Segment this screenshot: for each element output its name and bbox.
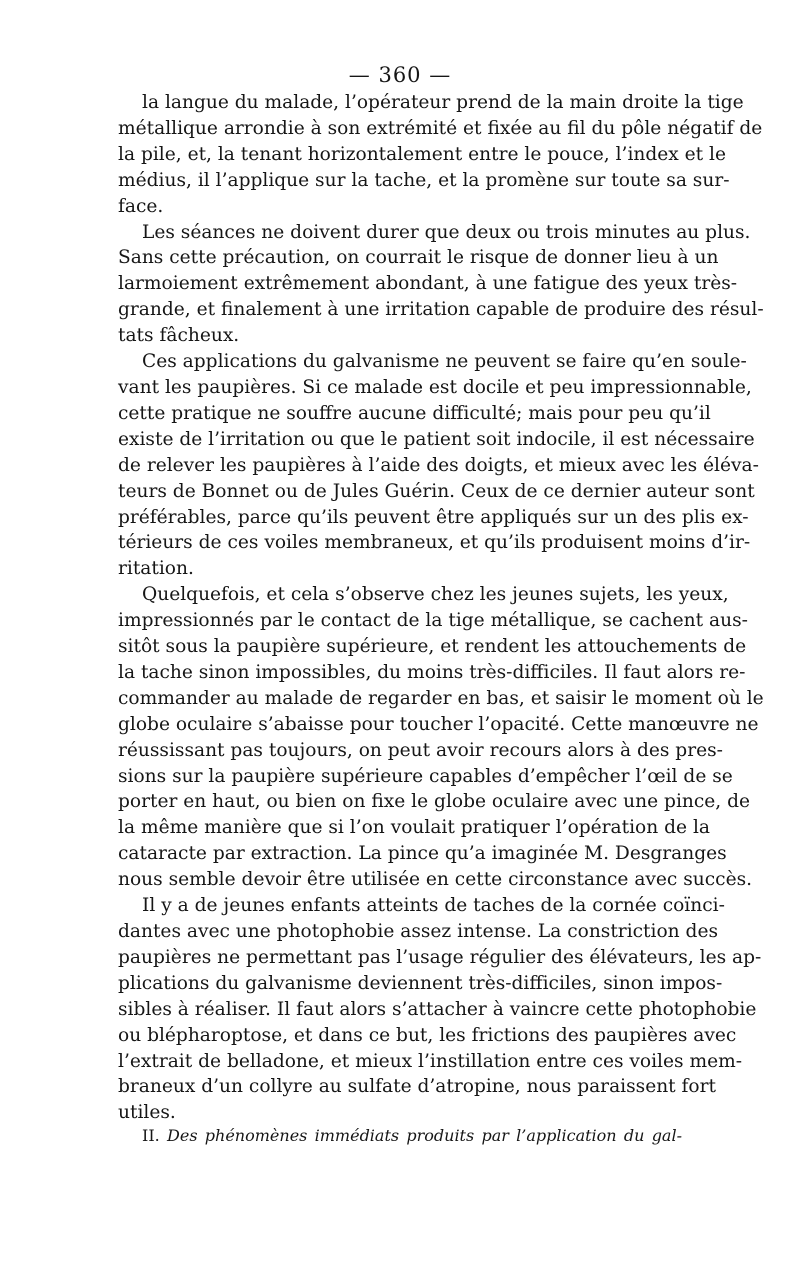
text-line: nous semble devoir être utilisée en cette circonstance avec succès. <box>118 869 753 891</box>
text-line: réussissant pas toujours, on peut avoir recours alors à des pres- <box>118 739 723 761</box>
text-line: sions sur la paupière supérieure capables d’empêcher l’œil de se <box>118 765 733 787</box>
text-line: de relever les paupières à l’aide des doigts, et mieux avec les éléva- <box>118 454 759 476</box>
text-line: globe oculaire s’abaisse pour toucher l’opacité. Cette manœuvre ne <box>118 713 759 735</box>
text-line: utiles. <box>118 1102 176 1124</box>
text-line: braneux d’un collyre au sulfate d’atropine, nous paraissent fort <box>118 1076 716 1098</box>
text-line: la pile, et, la tenant horizontalement entre le pouce, l’index et le <box>118 143 727 165</box>
text-line: Sans cette précaution, on courrait le risque de donner lieu à un <box>118 247 719 269</box>
text-line: médius, il l’applique sur la tache, et la promène sur toute sa sur- <box>118 169 730 191</box>
text-line: dantes avec une photophobie assez intense. La constriction des <box>118 921 719 942</box>
text-line: Les séances ne doivent durer que deux ou trois minutes au plus. <box>142 221 751 243</box>
text-line: teurs de Bonnet ou de Jules Guérin. Ceux de ce dernier auteur sont <box>118 480 755 502</box>
text-line: cette pratique ne souffre aucune difficulté; mais pour peu qu’il <box>118 402 711 424</box>
book-page <box>118 60 764 1146</box>
text-line: existe de l’irritation ou que le patient soit indocile, il est nécessaire <box>118 428 755 450</box>
paragraph <box>118 582 764 893</box>
text-line: métallique arrondie à son extrémité et fixée au fil du pôle négatif de <box>118 117 763 139</box>
section-heading-number: II. <box>142 1126 160 1146</box>
text-line: préférables, parce qu’ils peuvent être appliqués sur un des plis ex- <box>118 506 749 528</box>
text-line: Ces applications du galvanisme ne peuvent se faire qu’en soule- <box>142 351 747 373</box>
text-line: plications du galvanisme deviennent très-difficiles, sinon impos- <box>118 972 723 994</box>
paragraph <box>118 90 763 220</box>
text-line: porter en haut, ou bien on fixe le globe oculaire avec une pince, de <box>118 791 751 813</box>
text-line: larmoiement extrêmement abondant, à une fatigue des yeux très- <box>118 273 738 295</box>
text-line: la tache sinon impossibles, du moins très-difficiles. Il faut alors re- <box>118 661 746 683</box>
section-heading <box>118 1126 682 1145</box>
text-line: la même manière que si l’on voulait pratiquer l’opération de la <box>118 817 710 839</box>
text-line: grande, et finalement à une irritation capable de produire des résul- <box>118 299 764 321</box>
text-line: impressionnés par le contact de la tige métallique, se cachent aus- <box>118 610 748 632</box>
text-line: térieurs de ces voiles membraneux, et qu’ils produisent moins d’ir- <box>118 532 751 554</box>
text-line: ou blépharoptose, et dans ce but, les frictions des paupières avec <box>118 1024 737 1046</box>
text-line: ritation. <box>118 558 194 580</box>
page-number: — 360 — <box>348 63 452 87</box>
text-line: sitôt sous la paupière supérieure, et rendent les attouchements de <box>118 636 747 658</box>
text-line: paupières ne permettant pas l’usage régulier des élévateurs, les ap- <box>118 946 762 968</box>
text-line: vant les paupières. Si ce malade est docile et peu impressionnable, <box>118 376 752 398</box>
text-line: l’extrait de belladone, et mieux l’instillation entre ces voiles mem- <box>118 1050 742 1072</box>
text-line: Quelquefois, et cela s’observe chez les jeunes sujets, les yeux, <box>142 584 729 606</box>
text-line: la langue du malade, l’opérateur prend de la main droite la tige <box>142 92 744 113</box>
text-line: tats fâcheux. <box>118 325 240 347</box>
text-line: sibles à réaliser. Il faut alors s’attacher à vaincre cette photophobie <box>118 998 757 1020</box>
paragraph <box>118 349 759 582</box>
body-text <box>118 90 764 1126</box>
text-line: face. <box>118 195 164 217</box>
text-line: commander au malade de regarder en bas, et saisir le moment où le <box>118 687 764 709</box>
text-line: cataracte par extraction. La pince qu’a imaginée M. Desgranges <box>118 843 727 865</box>
text-line: Il y a de jeunes enfants atteints de taches de la cornée coïnci- <box>142 895 725 917</box>
paragraph <box>118 893 762 1126</box>
paragraph <box>118 220 764 350</box>
section-heading-title: Des phénomènes immédiats produits par l’application du gal- <box>167 1126 682 1146</box>
